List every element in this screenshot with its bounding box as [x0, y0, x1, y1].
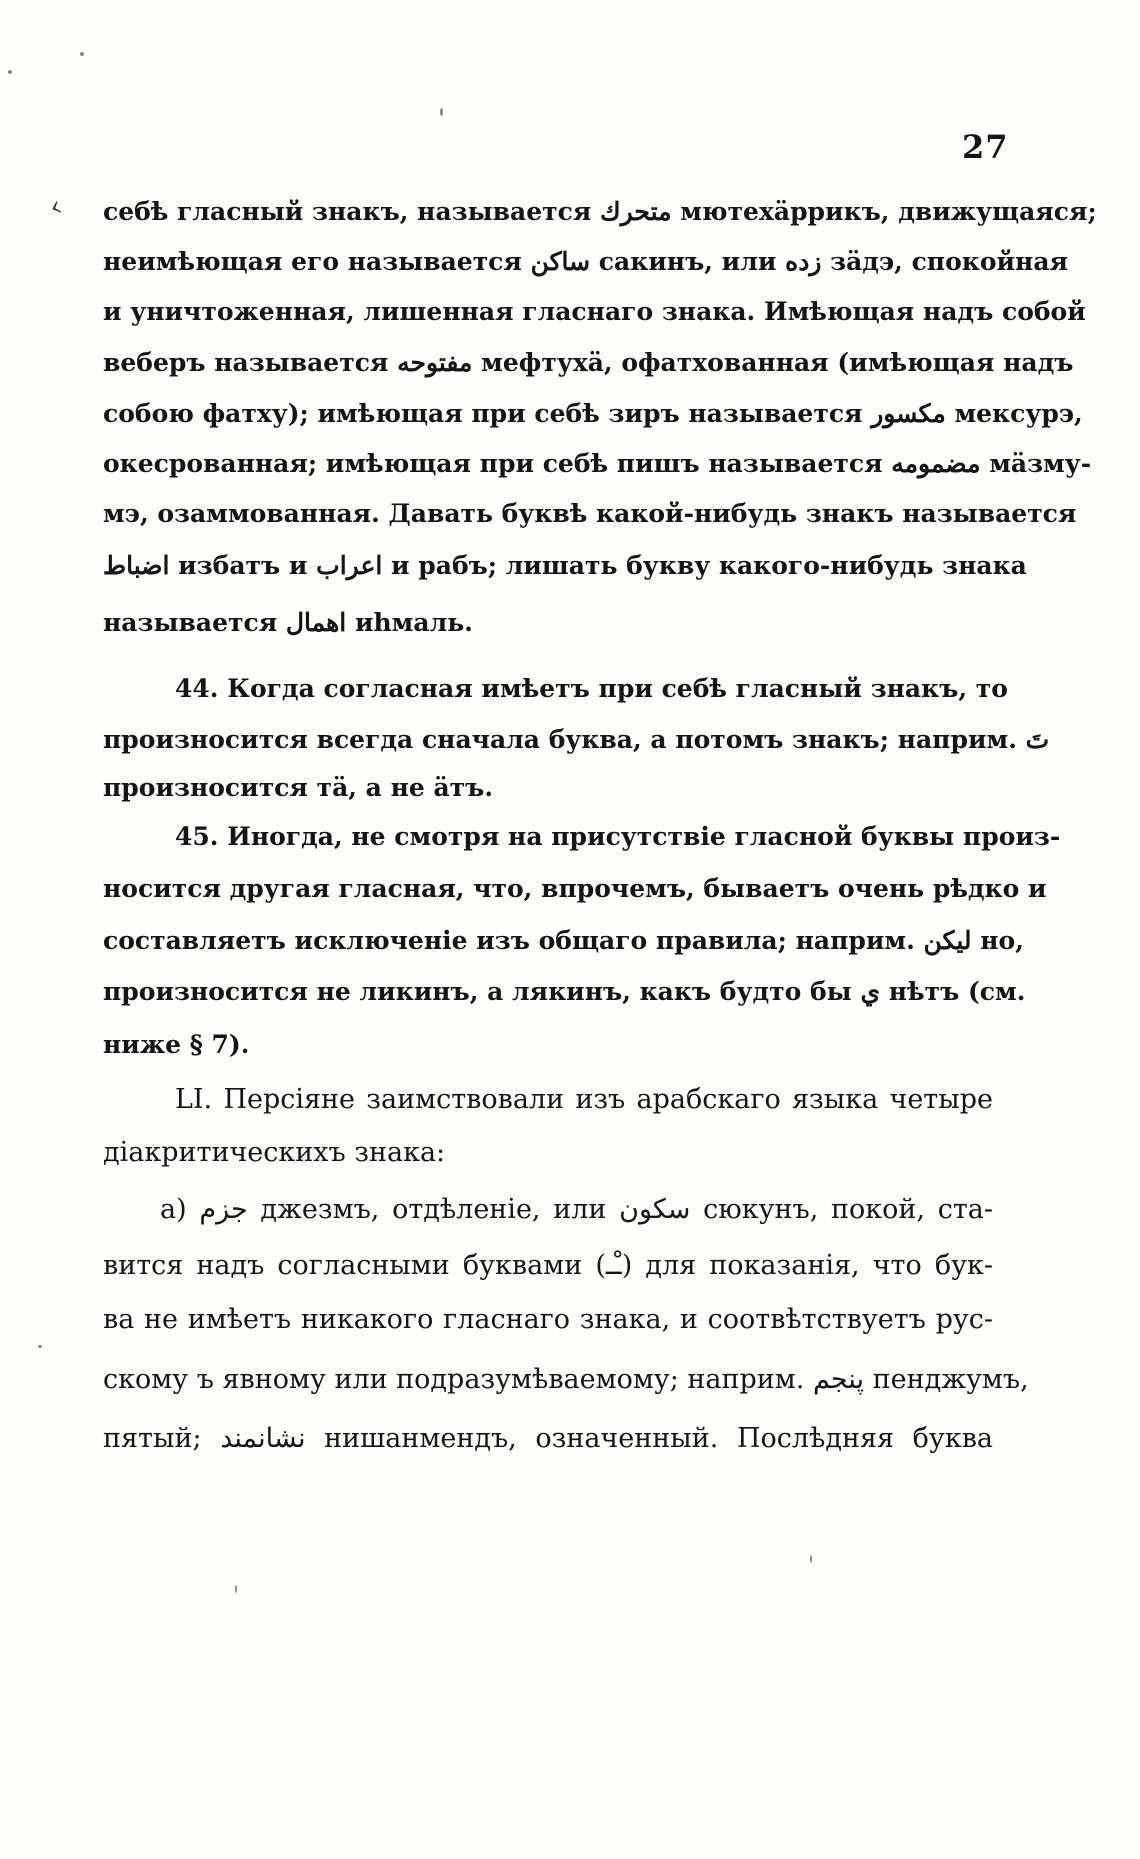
scan-speck — [80, 52, 84, 56]
section-li-line-2: діакритическихъ знака: — [103, 1137, 446, 1168]
paragraph-45-line-2: носится другая гласная, что, впрочемъ, бываетъ очень рѣдко и — [103, 874, 1047, 903]
item-a-line-3: ва не имѣетъ никакого гласнаго знака, и соотвѣтствуетъ рус- — [103, 1304, 993, 1335]
page-number: 27 — [962, 128, 1009, 166]
scan-speck — [235, 1585, 237, 1593]
scan-speck — [810, 1555, 812, 1563]
margin-mark: ‹ — [44, 189, 67, 224]
text-line-2: неимѣющая его называется ساكن сакинъ, или زده зäдэ, спокойная — [103, 247, 1069, 276]
item-a-line-5: пятый; نشانمند нишанмендъ, означенный. Послѣдняя буква — [103, 1423, 993, 1454]
text-line-3: и уничтоженная, лишенная гласнаго знака. Имѣющая надъ собой — [103, 297, 1086, 326]
paragraph-44-line-3: произносится тä, а не äтъ. — [103, 773, 494, 802]
text-line-5: собою фатху); имѣющая при себѣ зиръ называется مكسور мексурэ, — [103, 399, 1083, 428]
item-a-line-2: вится надъ согласными буквами (ـْـ) для показанія, что бук- — [103, 1250, 993, 1281]
text-line-1: себѣ гласный знакъ, называется متحرك мютехäррикъ, движущаяся; — [103, 197, 1097, 226]
paragraph-45-line-3: составляетъ исключеніе изъ общаго правила; наприм. ليكن но, — [103, 926, 1024, 955]
paragraph-44-line-1: 44. Когда согласная имѣетъ при себѣ гласный знакъ, то — [175, 674, 1008, 703]
scan-speck — [8, 70, 12, 74]
text-line-7: мэ, озаммованная. Давать буквѣ какой-нибудь знакъ называется — [103, 499, 1077, 528]
item-a-line-4: скому ъ явному или подразумѣваемому; наприм. پنجم пенджумъ, — [103, 1364, 1029, 1395]
text-line-8: اضباط избатъ и اعراب и рабъ; лишать букву какого-нибудь знака — [103, 551, 1027, 580]
text-line-9: называется اهمال иhмаль. — [103, 608, 473, 637]
paragraph-45-line-5: ниже § 7). — [103, 1030, 250, 1059]
paragraph-45-line-4: произносится не ликинъ, а лякинъ, какъ будто бы ي нѣтъ (см. — [103, 977, 1026, 1006]
scan-speck — [38, 1345, 42, 1348]
item-a-line-1: a) جزم джезмъ, отдѣленіе, или سكون сюкунъ, покой, ста- — [160, 1194, 993, 1225]
paragraph-44-line-2: произносится всегда сначала буква, а потомъ знакъ; наприм. تَ — [103, 725, 1050, 754]
section-li-heading: LI. Персіяне заимствовали изъ арабскаго языка четыре — [175, 1084, 993, 1115]
scan-speck — [440, 108, 443, 116]
text-line-6: окесрованная; имѣющая при себѣ пишъ называется مضمومه мäзму- — [103, 449, 1092, 478]
text-line-4: веберъ называется مفتوحه мефтухä, офатхованная (имѣющая надъ — [103, 348, 1074, 377]
paragraph-45-line-1: 45. Иногда, не смотря на присутствіе гласной буквы произ- — [175, 822, 1061, 851]
